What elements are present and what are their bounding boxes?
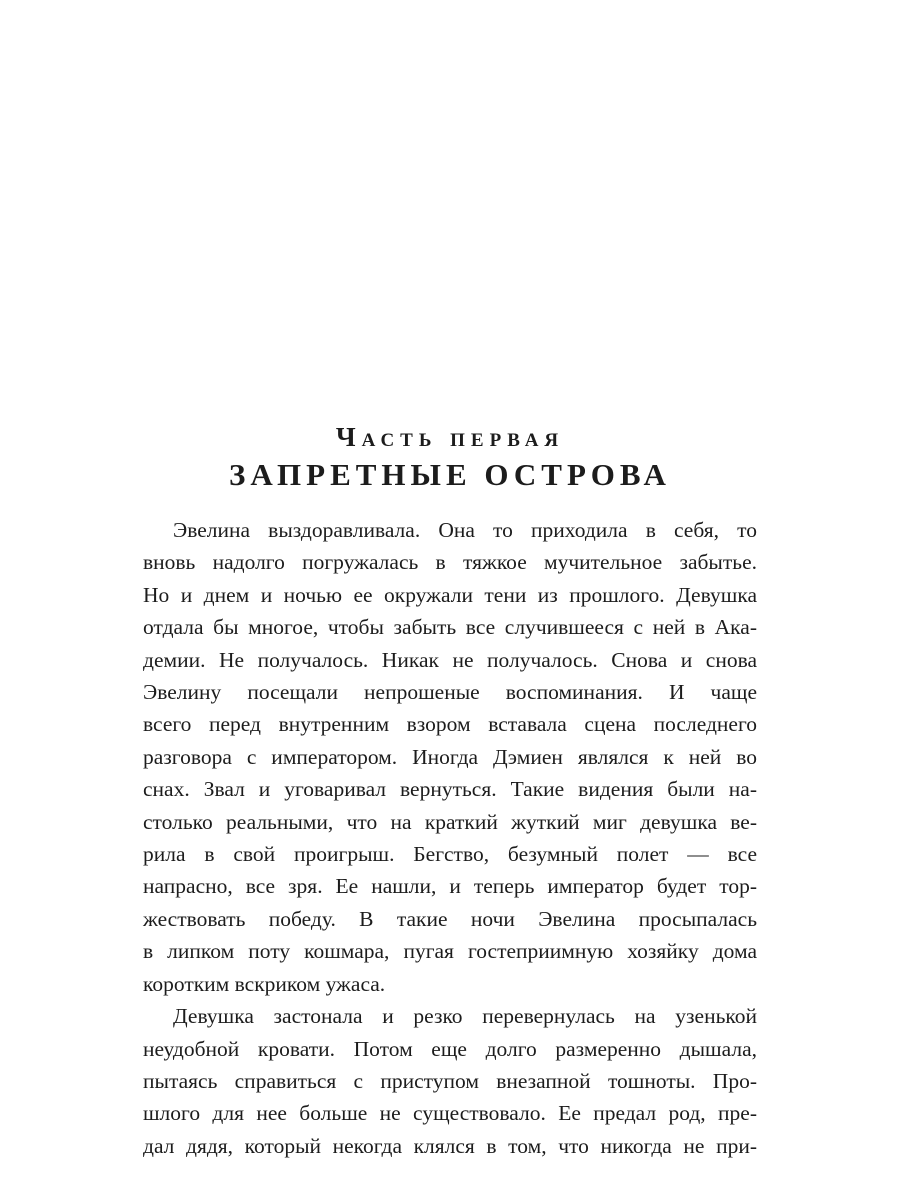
text-line: демии. Не получалось. Никак не получалось. Снова и снова <box>143 647 757 672</box>
text-line: разговора с императором. Иногда Дэмиен являлся к ней во <box>143 744 757 769</box>
text-line: вновь надолго погружалась в тяжкое мучительное забытье. <box>143 550 757 575</box>
text-line: напрасно, все зря. Ее нашли, и теперь император будет тор- <box>143 874 757 899</box>
text-line: Но и днем и ночью ее окружали тени из прошлого. Девушка <box>143 582 757 607</box>
text-line: рила в свой проигрыш. Бегство, безумный полет — все <box>143 842 757 867</box>
text-line: жествовать победу. В такие ночи Эвелина просыпалась <box>143 906 757 931</box>
text-line: Эвелину посещали непрошеные воспоминания. И чаще <box>143 680 757 705</box>
text-line: дал дядя, который некогда клялся в том, что никогда не при- <box>143 1133 757 1158</box>
body-text <box>143 514 757 1162</box>
text-line: Девушка застонала и резко перевернулась на узенькой <box>173 1004 757 1029</box>
text-line: Эвелина выздоравливала. Она то приходила в себя, то <box>173 518 757 542</box>
text-line: шлого для нее больше не существовало. Ее предал род, пре- <box>143 1101 757 1126</box>
text-line: пытаясь справиться с приступом внезапной тошноты. Про- <box>143 1068 757 1093</box>
text-line: снах. Звал и уговаривал вернуться. Такие видения были на- <box>143 777 757 802</box>
text-line: в липком поту кошмара, пугая гостеприимную хозяйку дома <box>143 939 757 964</box>
text-line: столько реальными, что на краткий жуткий миг девушка ве- <box>143 809 757 834</box>
paragraph <box>143 1000 757 1162</box>
text-line: неудобной кровати. Потом еще долго размеренно дышала, <box>143 1036 757 1061</box>
part-title: ЗАПРЕТНЫЕ ОСТРОВА <box>229 457 671 492</box>
text-line: всего перед внутренним взором вставала сцена последнего <box>143 712 757 737</box>
text-line: коротким вскриком ужаса. <box>143 971 386 996</box>
part-label: Часть первая <box>335 422 565 452</box>
paragraph <box>143 514 757 1000</box>
text-line: отдала бы многое, чтобы забыть все случившееся с ней в Ака- <box>143 615 757 640</box>
